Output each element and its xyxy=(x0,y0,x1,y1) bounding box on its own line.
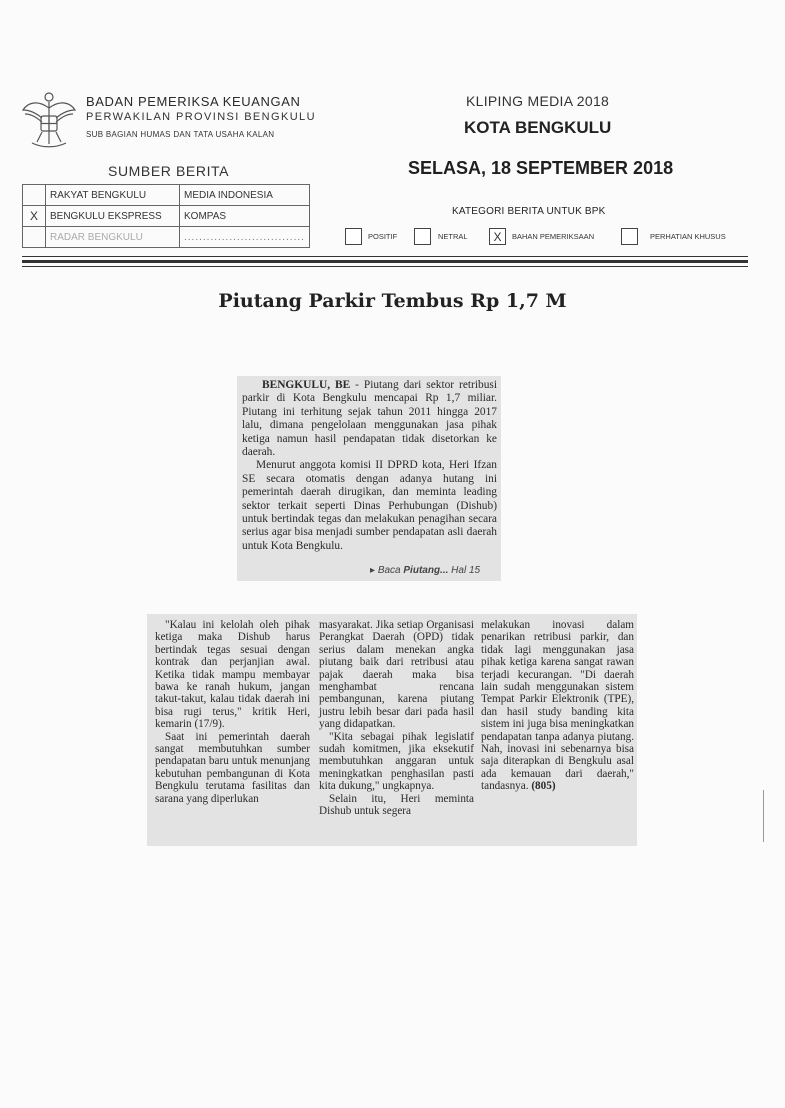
column-paragraph xyxy=(481,619,634,793)
source-name: RADAR BENGKULU xyxy=(46,227,180,248)
source-row xyxy=(23,185,310,206)
org-name: BADAN PEMERIKSA KEUANGAN xyxy=(86,94,301,109)
category-label: NETRAL xyxy=(438,232,468,241)
baca-prefix: Baca xyxy=(377,565,404,576)
column-paragraph: Saat ini pemerintah daerah sangat membutuhkan sumber pendapatan baru untuk menunjang kebutuhan pembangunan di Kota Bengkulu terutama fasilitas dan sarana yang diperlukan xyxy=(155,730,310,805)
lead-sentence: - Piutang dari sektor retribusi parkir di Kota Bengkulu mencapai Rp 1,7 miliar. Piutang ini terhitung sejak tahun 2011 hingga 2017 lalu, dimana pengelolaan menggunakan jasa pihak ketiga namun hasil pendapatan tidak disetorkan ke daerah. xyxy=(242,379,497,459)
scan-edge-line xyxy=(763,790,764,842)
source-name-blank: ................................ xyxy=(180,227,310,248)
garuda-emblem-icon xyxy=(20,88,78,150)
column-text: melakukan inovasi dalam penarikan retribusi parkir, dan tidak lagi menggunakan jasa pihak ketiga karena sangat rawan terjadi kecurangan. "Di daerah lain sudah menggunakan sistem Tempat Parkir Elektronik (TPE), dan hasil study banding kita sistem ini juga bisa meningkatkan pendapatan tanpa adanya piutang. Nah, inovasi ini sebenarnya bisa saja diterapkan di Bengkulu asal ada kemauan dari daerah," tandasnya. xyxy=(481,619,634,793)
source-mark[interactable] xyxy=(23,227,46,248)
baca-keyword: Piutang... xyxy=(403,565,449,576)
author-code: (805) xyxy=(531,780,556,793)
article-headline: Piutang Parkir Tembus Rp 1,7 M xyxy=(218,290,567,312)
column-paragraph: Selain itu, Heri meminta Dishub untuk segera xyxy=(319,792,474,818)
category-label: PERHATIAN KHUSUS xyxy=(650,232,726,241)
category-label: BAHAN PEMERIKSAAN xyxy=(512,232,595,241)
column-paragraph: "Kalau ini kelolah oleh pihak ketiga maka Dishub harus bertindak tegas sesuai dengan kontrak dan perjanjian awal. Ketika tidak mampu membayar bawa ke ranah hukum, jangan takut-takut, kalau tidak daerah ini bisa rugi terus," kritik Heri, kemarin (17/9). xyxy=(155,619,310,731)
category-checkbox[interactable] xyxy=(345,228,362,245)
category-positif[interactable] xyxy=(345,228,397,245)
lead-text xyxy=(242,379,497,553)
category-label: POSITIF xyxy=(368,232,398,241)
column-paragraph: "Kita sebagai pihak legislatif sudah komitmen, jika eksekutif membutuhkan anggaran untuk meningkatkan penghasilan pasti kita dukung," ungkapnya. xyxy=(319,730,474,793)
category-title: KATEGORI BERITA UNTUK BPK xyxy=(452,206,606,217)
category-checkbox[interactable] xyxy=(621,228,638,245)
source-mark[interactable] xyxy=(23,185,46,206)
org-subdivision: SUB BAGIAN HUMAS DAN TATA USAHA KALAN xyxy=(86,130,275,139)
source-name: RAKYAT BENGKULU xyxy=(46,185,180,206)
source-name: MEDIA INDONESIA xyxy=(180,185,310,206)
source-name: KOMPAS xyxy=(180,206,310,227)
source-row xyxy=(23,227,310,248)
category-checkbox[interactable]: X xyxy=(489,228,506,245)
article-column-3 xyxy=(481,619,634,793)
header-rule xyxy=(22,260,748,263)
date-title: SELASA, 18 SEPTEMBER 2018 xyxy=(408,158,674,178)
city-title: KOTA BENGKULU xyxy=(464,118,612,137)
source-name: BENGKULU EKSPRESS xyxy=(46,206,180,227)
header-rule xyxy=(22,266,748,267)
category-perhatian-khusus[interactable] xyxy=(621,228,726,245)
source-label: SUMBER BERITA xyxy=(108,163,230,179)
header-rule xyxy=(22,256,748,257)
category-bahan-pemeriksaan[interactable] xyxy=(489,228,594,245)
article-column-1 xyxy=(155,619,310,805)
triangle-right-icon: ▸ xyxy=(370,565,378,576)
dateline: BENGKULU, BE xyxy=(262,379,351,391)
org-branch: PERWAKILAN PROVINSI BENGKULU xyxy=(86,111,316,123)
category-checkbox[interactable] xyxy=(414,228,431,245)
lead-paragraph xyxy=(242,379,497,459)
source-row xyxy=(23,206,310,227)
continued-reference[interactable] xyxy=(370,565,480,576)
column-paragraph: masyarakat. Jika setiap Organisasi Perangkat Daerah (OPD) tidak serius dalam menekan angka piutang baik dari retribusi atau pajak daerah maka bisa menghambat rencana pembangunan, karena piutang justru lebih besar dari pada hasil yang didapatkan. xyxy=(319,619,474,731)
source-table xyxy=(22,184,310,248)
kliping-title: KLIPING MEDIA 2018 xyxy=(466,93,610,109)
lead-paragraph: Menurut anggota komisi II DPRD kota, Heri Ifzan SE secara otomatis dengan adanya hutang ini pemerintah daerah dirugikan, dan meminta leading sektor terkait seperti Dinas Perhubungan (Dishub) untuk bertindak tegas dan melakukan penagihan secara serius agar bisa menjadi sumber pendapatan asli daerah untuk Kota Bengkulu. xyxy=(242,459,497,552)
article-column-2 xyxy=(319,619,474,818)
source-mark[interactable]: X xyxy=(23,206,46,227)
baca-page: Hal 15 xyxy=(448,565,481,576)
category-netral[interactable] xyxy=(414,228,468,245)
